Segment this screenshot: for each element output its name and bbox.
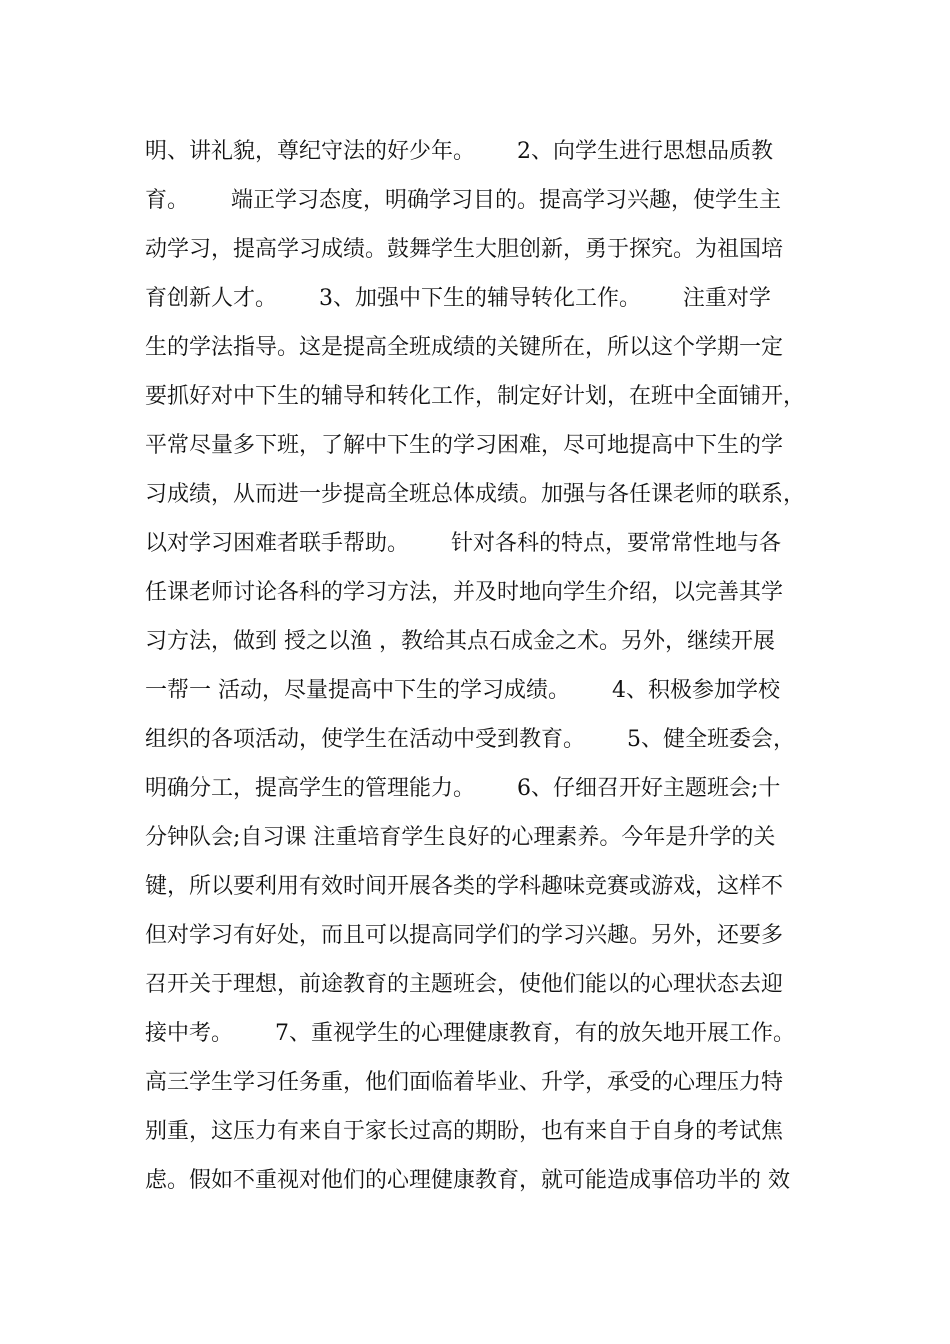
- text-line: 动学习，提高学习成绩。鼓舞学生大胆创新，勇于探究。为祖国培: [145, 237, 784, 262]
- text-line: 键，所以要利用有效时间开展各类的学科趣味竞赛或游戏，这样不: [145, 874, 784, 899]
- text-line: 明、讲礼貌，尊纪守法的好少年。 2、向学生进行思想品质教: [145, 139, 773, 164]
- text-line: 别重，这压力有来自于家长过高的期盼，也有来自于自身的考试焦: [145, 1119, 784, 1144]
- text-line: 育创新人才。 3、加强中下生的辅导转化工作。 注重对学: [145, 286, 771, 311]
- text-line: 习方法，做到 授之以渔 ，教给其点石成金之术。另外，继续开展: [145, 629, 775, 654]
- text-line: 组织的各项活动，使学生在活动中受到教育。 5、健全班委会，: [145, 727, 795, 752]
- text-line: 高三学生学习任务重，他们面临着毕业、升学，承受的心理压力特: [145, 1070, 784, 1095]
- text-line: 要抓好对中下生的辅导和转化工作，制定好计划，在班中全面铺开，: [145, 384, 806, 409]
- text-line: 一帮一 活动，尽量提高中下生的学习成绩。 4、积极参加学校: [145, 678, 780, 703]
- text-line: 习成绩，从而进一步提高全班总体成绩。加强与各任课老师的联系，: [145, 482, 806, 507]
- text-line: 以对学习困难者联手帮助。 针对各科的特点，要常常性地与各: [145, 531, 781, 556]
- text-line: 任课老师讨论各科的学习方法，并及时地向学生介绍，以完善其学: [145, 580, 784, 605]
- text-line: 接中考。 7、重视学生的心理健康教育，有的放矢地开展工作。: [145, 1021, 795, 1046]
- text-line: 明确分工，提高学生的管理能力。 6、仔细召开好主题班会;十: [145, 776, 781, 801]
- text-line: 平常尽量多下班，了解中下生的学习困难，尽可地提高中下生的学: [145, 433, 784, 458]
- text-line: 虑。假如不重视对他们的心理健康教育，就可能造成事倍功半的 效: [145, 1168, 790, 1193]
- text-line: 召开关于理想，前途教育的主题班会，使他们能以的心理状态去迎: [145, 972, 784, 997]
- text-line: 分钟队会;自习课 注重培育学生良好的心理素养。今年是升学的关: [145, 825, 776, 850]
- text-line: 生的学法指导。这是提高全班成绩的关键所在，所以这个学期一定: [145, 335, 784, 360]
- text-line: 育。 端正学习态度，明确学习目的。提高学习兴趣，使学生主: [145, 188, 781, 213]
- text-line: 但对学习有好处，而且可以提高同学们的学习兴趣。另外，还要多: [145, 923, 784, 948]
